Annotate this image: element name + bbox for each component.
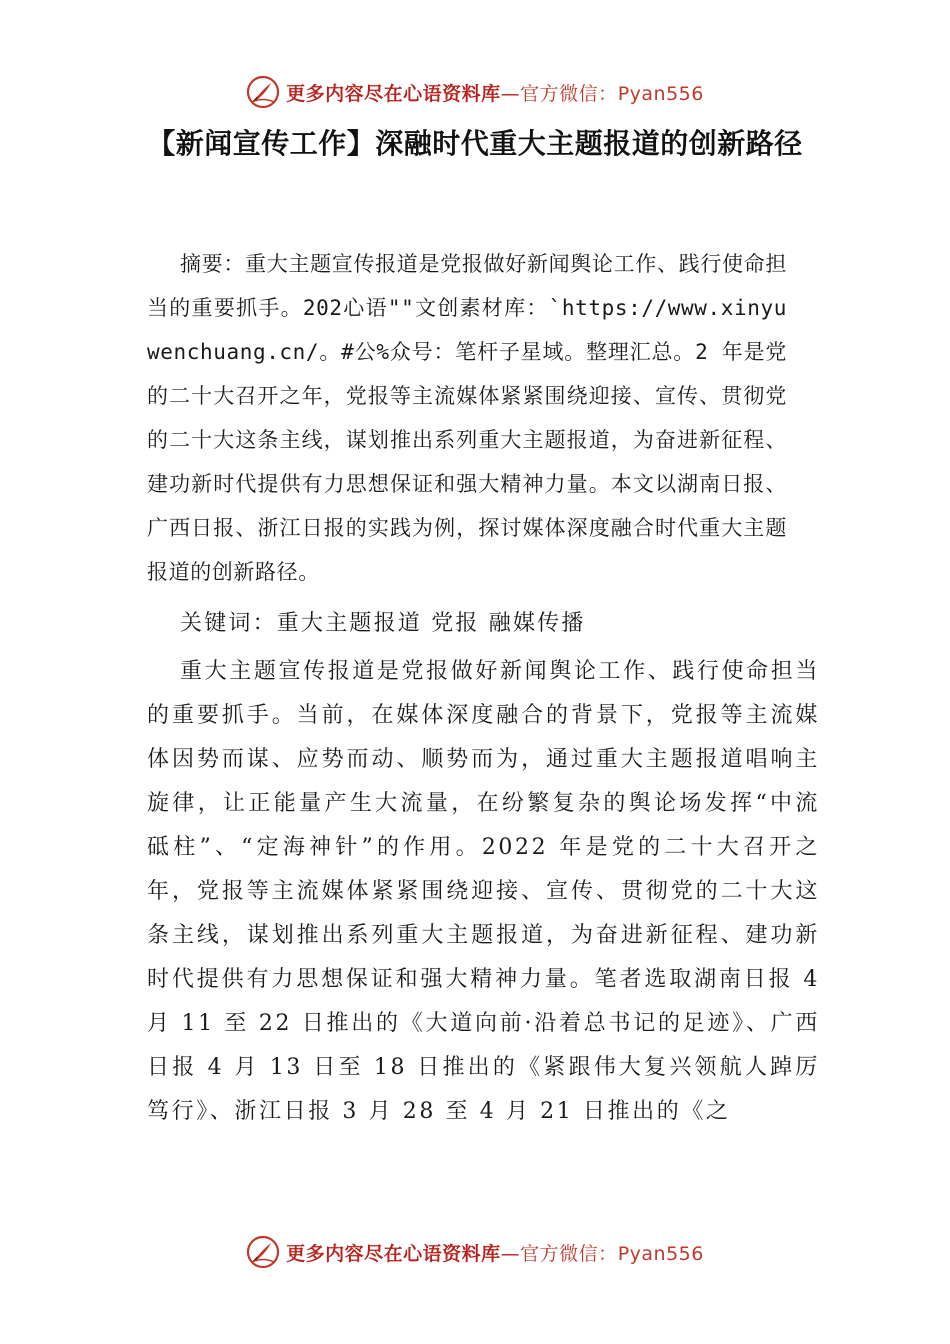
header-watermark [0,70,950,114]
watermark-wechat-id: Pyan556 [617,82,704,105]
document-title: 【新闻宣传工作】深融时代重大主题报道的创新路径 [147,127,803,160]
quill-book-logo-icon [246,75,280,109]
watermark-dash: — [500,1242,521,1265]
quill-book-logo-icon [246,1235,280,1269]
body-paragraph: 重大主题宣传报道是党报做好新闻舆论工作、践行使命担当的重要抓手。当前，在媒体深度融合的背景下，党报等主流媒体因势而谋、应势而动、顺势而为，通过重大主题报道唱响主旋律，让正能量产生大流量，在纷繁复杂的舆论场发挥“中流砥柱”、“定海神针”的作用。2022 年是党的二十大召开之年，党报等主流媒体紧紧围绕迎接、宣传、贯彻党的二十大这条主线，谋划推出系列重大主题报道，为奋进新征程、建功新时代提供有力思想保证和强大精神力量。笔者选取湖南日报 4 月 11 至 22 日推出的《大道向前·沿着总书记的足迹》、广西日报 4 月 13 日至 18 日推出的《紧跟伟大复兴领航人踔厉笃行》、浙江日报 3 月 28 至 4 月 21 日推出的《之 [147,659,820,1124]
watermark-brand: 更多内容尽在心语资料库 [286,1242,501,1265]
watermark-wechat-id: Pyan556 [617,1242,704,1265]
watermark-dash: — [500,82,521,105]
watermark-text [286,1239,704,1266]
watermark-text [286,79,704,106]
keywords-paragraph: 关键词：重大主题报道 党报 融媒传播 [180,611,586,636]
watermark-wechat-label: 官方微信： [520,82,618,105]
abstract-paragraph: 摘要：重大主题宣传报道是党报做好新闻舆论工作、践行使命担当的重要抓手。202心语""文创素材库：`https://www.xinyuwenchuang.cn/。#公%众号：笔杆子星域。整理汇总。2 年是党的二十大召开之年，党报等主流媒体紧紧围绕迎接、宣传、贯彻党的二十大这条主线，谋划推出系列重大主题报道，为奋进新征程、建功新时代提供有力思想保证和强大精神力量。本文以湖南日报、广西日报、浙江日报的实践为例，探讨媒体深度融合时代重大主题报道的创新路径。 [147,252,787,584]
document-body [147,242,820,1134]
watermark-brand: 更多内容尽在心语资料库 [286,82,501,105]
watermark-wechat-label: 官方微信： [520,1242,618,1265]
footer-watermark [0,1230,950,1274]
